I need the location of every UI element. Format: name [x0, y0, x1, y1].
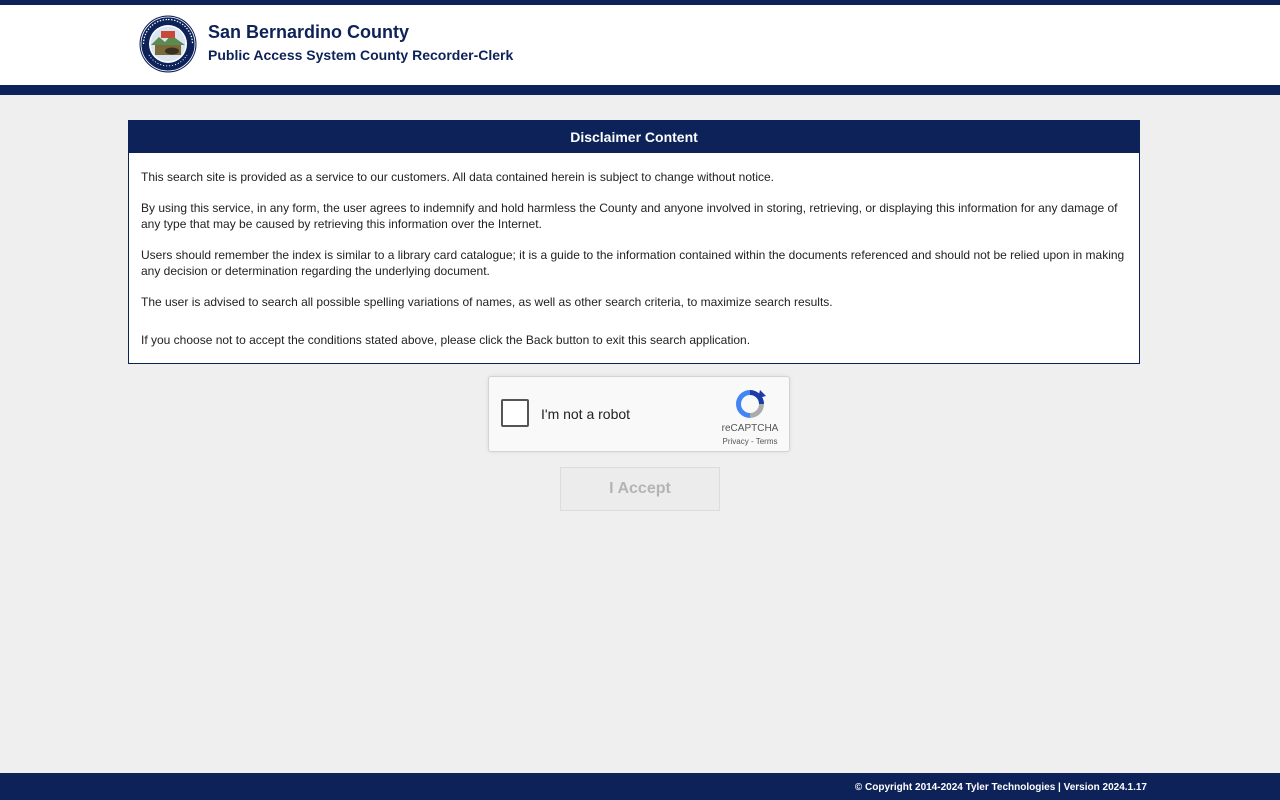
- recaptcha-terms-link[interactable]: Terms: [755, 437, 778, 446]
- recaptcha-label: I'm not a robot: [541, 406, 631, 422]
- disclaimer-paragraph: If you choose not to accept the conditions stated above, please click the Back button to exit this search application.: [141, 333, 751, 347]
- recaptcha-link-separator: -: [748, 437, 756, 446]
- recaptcha-checkbox[interactable]: [501, 399, 529, 427]
- recaptcha-privacy-link[interactable]: Privacy: [722, 437, 749, 446]
- county-title: San Bernardino County: [208, 22, 410, 42]
- header-divider: [0, 85, 1280, 95]
- disclaimer-paragraph: By using this service, in any form, the user agrees to indemnify and hold harmless the County and anyone involved in storing, retrieving, or displaying this information for any damage of any type that may be caused by retrieving this information over the Internet.: [141, 201, 1118, 231]
- disclaimer-paragraph: The user is advised to search all possible spelling variations of names, as well as other search criteria, to maximize search results.: [141, 295, 833, 309]
- recaptcha-logo-icon: [733, 387, 767, 421]
- page-footer: [0, 773, 1280, 800]
- disclaimer-paragraph: Users should remember the index is similar to a library card catalogue; it is a guide to the information contained within the documents referenced and should not be relied upon in making any decision or determination regarding the underlying document.: [141, 248, 1125, 278]
- county-subtitle: Public Access System County Recorder-Clerk: [208, 47, 514, 63]
- accept-button[interactable]: I Accept: [560, 467, 720, 511]
- disclaimer-body: [129, 153, 1139, 348]
- page-header: [0, 5, 1280, 85]
- county-seal-icon: [139, 15, 197, 73]
- recaptcha-widget: [488, 376, 790, 452]
- disclaimer-heading: Disclaimer Content: [129, 121, 1139, 153]
- footer-copyright: © Copyright 2014-2024 Tyler Technologies | Version 2024.1.17: [854, 782, 1147, 793]
- disclaimer-paragraph: This search site is provided as a service to our customers. All data contained herein is subject to change without notice.: [141, 170, 774, 184]
- recaptcha-brand: reCAPTCHA: [721, 423, 779, 434]
- recaptcha-links: [707, 437, 793, 446]
- disclaimer-panel: [128, 120, 1140, 364]
